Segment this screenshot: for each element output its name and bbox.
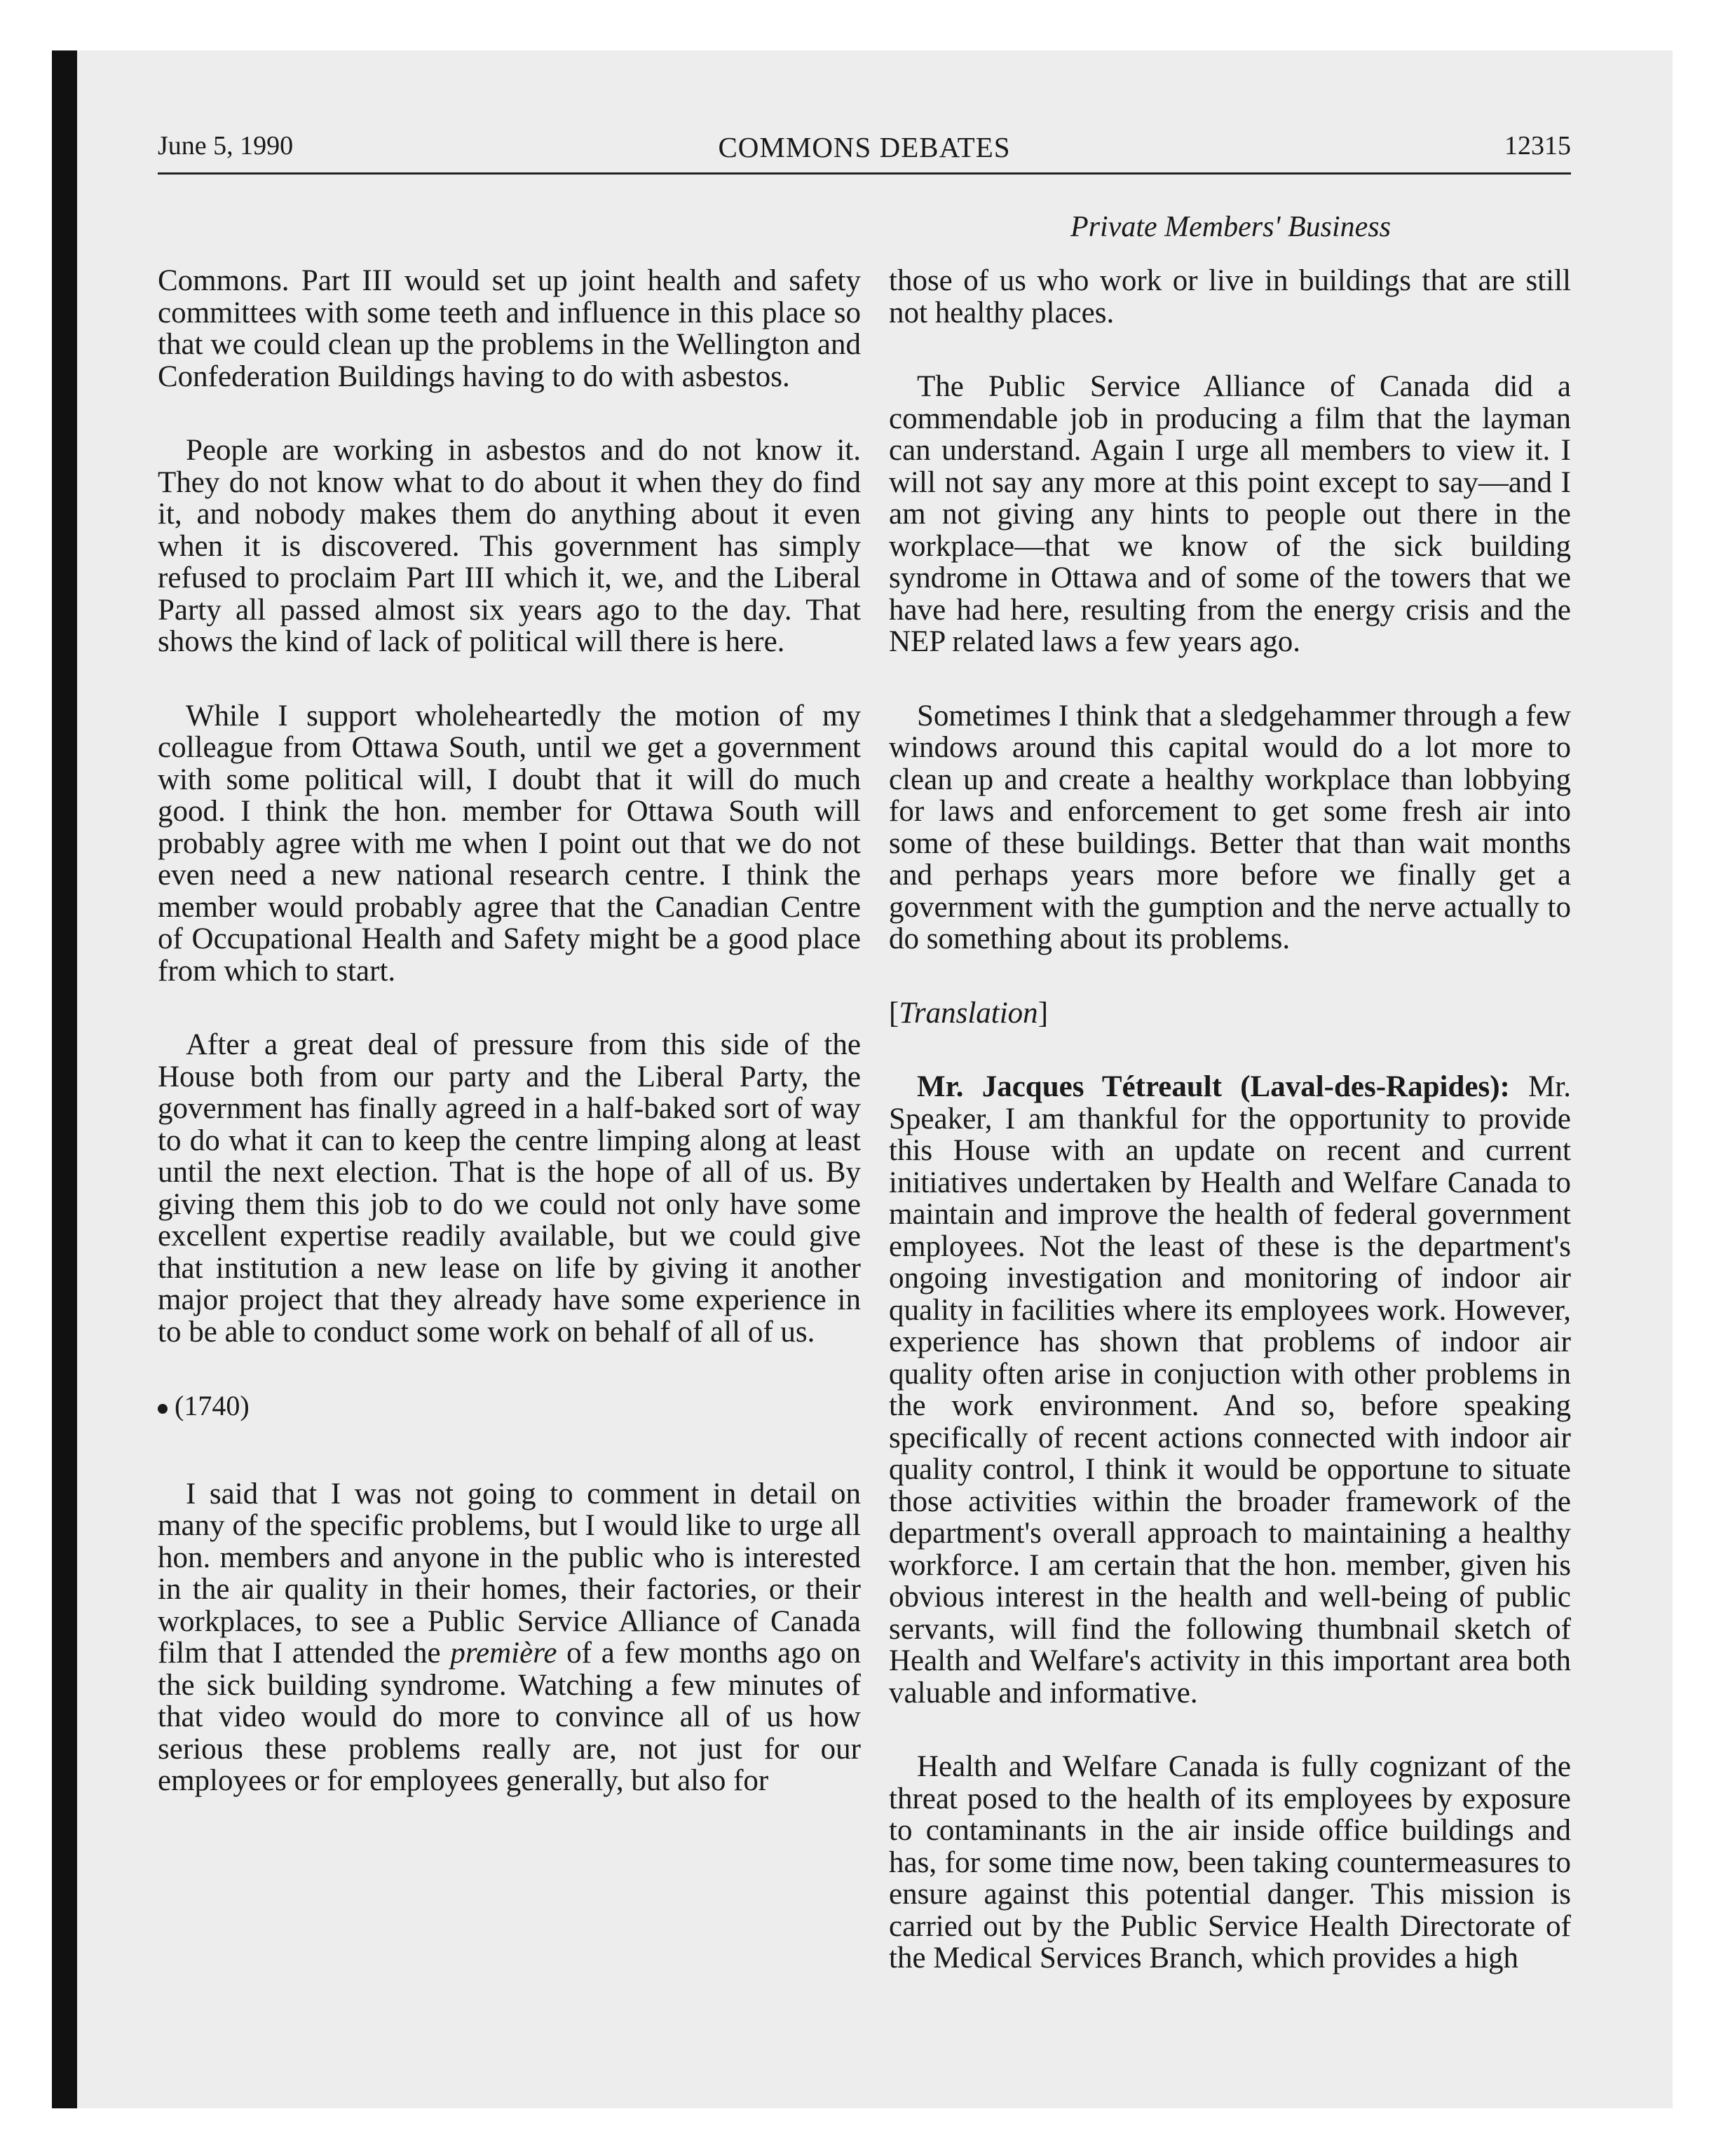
paragraph: Health and Welfare Canada is fully cognizant of the threat posed to the health of its employees by exposure to contaminants in the air inside office buildings and has, for some time now, been taking countermeasures to ensure against this potential danger. This mission is carried out by the Public Service Health Directorate of the Medical Services Branch, which provides a high	[889, 1750, 1571, 1974]
paragraph: The Public Service Alliance of Canada did a commendable job in producing a film that the layman can understand. Again I urge all members to view it. I will not say any more at this point except to say—and I am not giving any hints to people out there in the workplace—that we know of the sick building syndrome in Ottawa and of some of the towers that we have had here, resulting from the energy crisis and the NEP related laws a few years ago.	[889, 370, 1571, 658]
speaker-name: Mr. Jacques Tétreault (Laval-des-Rapides):	[917, 1070, 1510, 1103]
section-label: Private Members' Business	[1070, 211, 1391, 243]
paragraph: those of us who work or live in buildings that are still not healthy places.	[889, 264, 1571, 329]
header-title: COMMONS DEBATES	[718, 131, 1011, 163]
translation-marker: [Translation]	[889, 996, 1049, 1030]
paragraph: While I support wholeheartedly the motion of my colleague from Ottawa South, until we get a government with some political will, I doubt that it will do much good. I think the hon. member for Ottawa South will probably agree with me when I point out that we do not even need a new national research centre. I think the member would probably agree that the Canadian Centre of Occupational Health and Safety might be a good place from which to start.	[158, 699, 861, 988]
paragraph	[158, 1478, 861, 1797]
paragraph: Sometimes I think that a sledgehammer through a few windows around this capital would do a lot more to clean up and create a healthy workplace than lobbying for laws and enforcement to get some fresh air into some of these buildings. Better that than wait months and perhaps years more before we finally get a government with the gumption and the nerve actually to do something about its problems.	[889, 699, 1571, 955]
paragraph: Commons. Part III would set up joint health and safety committees with some teeth and influence in this place so that we could clean up the problems in the Wellington and Confederation Buildings having to do with asbestos.	[158, 264, 861, 393]
paragraph-text: of a few months ago on the sick building syndrome. Watching a few minutes of that video would do more to convince all of us how serious these problems really are, not just for our employees or for employees generally, but also for	[158, 1637, 862, 1797]
header-date: June 5, 1990	[158, 131, 294, 161]
paragraph: People are working in asbestos and do not know it. They do not know what to do about it when they do find it, and nobody makes them do anything about it even when it is discovered. This government has simply refused to proclaim Part III which it, we, and the Liberal Party all passed almost six years ago to the day. That shows the kind of lack of political will there is here.	[158, 434, 861, 658]
italic-word: première	[450, 1637, 557, 1670]
left-column	[158, 265, 861, 1839]
bullet-icon	[158, 1404, 168, 1414]
paragraph-text: Mr. Speaker, I am thankful for the opportunity to provide this House with an update on recent and current initiatives undertaken by Health and Welfare Canada to maintain and improve the health of federal government employees. Not the least of these is the department's ongoing investigation and monitoring of indoor air quality in facilities where its employees work. However, experience has shown that problems of indoor air quality often arise in conjuction with other problems in the work environment. And so, before speaking specifically of recent actions connected with indoor air quality control, I think it would be opportune to situate those activities within the broader framework of the department's overall approach to maintaining a healthy workforce. I am certain that the hon. member, given his obvious interest in the health and well-being of public servants, will find the following thumbnail sketch of Health and Welfare's activity in this important area both valuable and informative.	[889, 1070, 1571, 1710]
right-column	[889, 265, 1571, 2017]
time-marker-text: (1740)	[175, 1390, 250, 1421]
header-page-number: 12315	[1504, 131, 1571, 161]
time-marker	[158, 1390, 861, 1422]
paragraph: After a great deal of pressure from this side of the House both from our party and the Liberal Party, the government has finally agreed in a half-baked sort of way to do what it can to keep the centre limping along at least until the next election. That is the hope of all of us. By giving them this job to do we could not only have some excellent expertise readily available, but we could give that institution a new lease on life by giving it another major project that they already have some experience in to be able to conduct some work on behalf of all of us.	[158, 1028, 861, 1349]
page-header	[158, 130, 1571, 175]
scan-edge	[52, 50, 77, 2108]
translation-label: Translation	[899, 996, 1038, 1030]
paragraph	[889, 1071, 1571, 1709]
paragraph-text: I said that I was not going to comment in detail on many of the specific problems, but I would like to urge all hon. members and anyone in the public who is interested in the air quality in their homes, their factories, or their workplaces, to see a Public Service Alliance of Canada film that I attended the	[158, 1477, 861, 1670]
